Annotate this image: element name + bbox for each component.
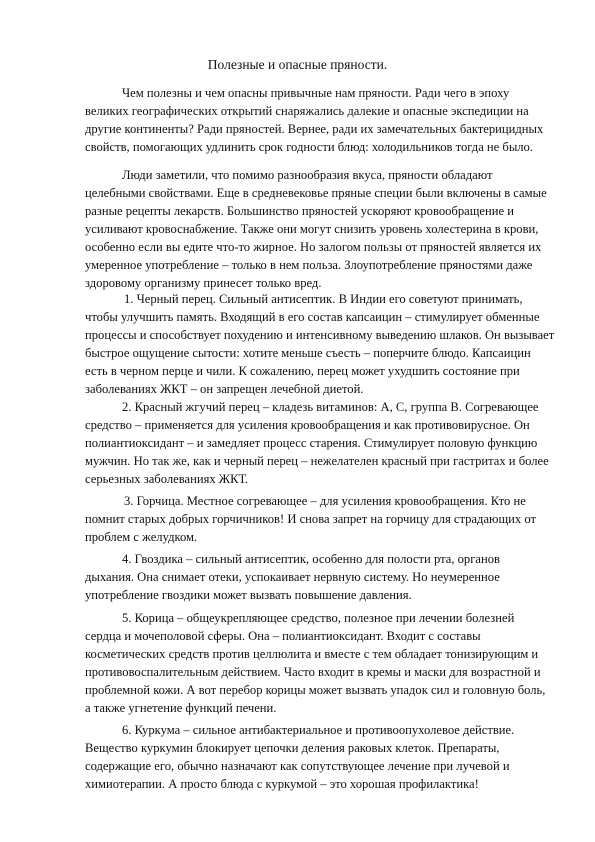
paragraph-item-2-line: серьезных заболеваниях ЖКТ. xyxy=(85,472,249,486)
paragraph-item-1-line: процессы и способствует похудению и интенсивному выведению шлаков. Он вызывает xyxy=(85,328,555,342)
paragraph-item-6-line: химиотерапии. А просто блюда с куркумой – это хорошая профилактика! xyxy=(85,777,479,791)
paragraph-item-5-line: а также угнетение функций печени. xyxy=(85,701,277,715)
paragraph-intro-2-line: усиливают кровоснабжение. Также они могут снизить уровень холестерина в крови, xyxy=(85,222,539,236)
paragraph-item-5-line: косметических средств против целлюлита и вместе с тем обладает тонизирующим и xyxy=(85,647,539,661)
paragraph-item-1-line: 1. Черный перец. Сильный антисептик. В Индии его советуют принимать, xyxy=(124,292,523,306)
document-title: Полезные и опасные пряности. xyxy=(207,57,388,72)
paragraph-item-4-line: дыхания. Она снимает отеки, успокаивает нервную систему. Но неумеренное xyxy=(85,570,500,584)
paragraph-item-4-line: 4. Гвоздика – сильный антисептик, особенно для полости рта, органов xyxy=(122,552,500,566)
paragraph-item-3-line: помнит старых добрых горчичников! И снова запрет на горчицу для страдающих от xyxy=(85,512,536,526)
paragraph-item-5-line: противовоспалительным действием. Часто входит в кремы и маски для возрастной и xyxy=(85,665,541,679)
paragraph-item-5-line: проблемной кожи. А вот перебор корицы может вызвать упадок сил и головную боль, xyxy=(85,683,546,697)
paragraph-item-2-line: 2. Красный жгучий перец – кладезь витаминов: А, С, группа В. Согревающее xyxy=(122,400,539,414)
paragraph-intro-2-line: умеренное употребление – только в нем польза. Злоупотребление пряностями даже xyxy=(85,258,533,272)
paragraph-item-4-line: употребление гвоздики может вызвать повышение давления. xyxy=(85,588,412,602)
paragraph-intro-1-line: Чем полезны и чем опасны привычные нам пряности. Ради чего в эпоху xyxy=(122,86,510,100)
paragraph-item-1-line: заболеваниях ЖКТ – он запрещен лечебной диетой. xyxy=(85,382,364,396)
paragraph-item-3-line: 3. Горчица. Местное согревающее – для усиления кровообращения. Кто не xyxy=(124,494,526,508)
paragraph-intro-2-line: Люди заметили, что помимо разнообразия вкуса, пряности обладают xyxy=(122,168,493,182)
paragraph-intro-2-line: здоровому организму принесет только вред. xyxy=(85,276,322,290)
paragraph-item-6-line: 6. Куркума – сильное антибактериальное и противоопухолевое действие. xyxy=(122,723,515,737)
paragraph-item-2-line: полиантиоксидант – и замедляет процесс старения. Стимулирует половую функцию xyxy=(85,436,538,450)
paragraph-item-1-line: чтобы улучшить память. Входящий в его состав капсаицин – стимулирует обменные xyxy=(85,310,540,324)
paragraph-item-5-line: 5. Корица – общеукрепляющее средство, полезное при лечении болезней xyxy=(122,611,515,625)
paragraph-item-3-line: проблем с желудком. xyxy=(85,530,198,544)
paragraph-item-6-line: Вещество куркумин блокирует цепочки деления раковых клеток. Препараты, xyxy=(85,741,500,755)
paragraph-item-1-line: есть в черном перце и чили. К сожалению, перец может ухудшить состояние при xyxy=(85,364,520,378)
paragraph-item-6-line: содержащие его, обычно назначают как сопутствующее лечение при лучевой и xyxy=(85,759,510,773)
paragraph-item-2-line: мужчин. Но так же, как и черный перец – нежелателен красный при гастритах и более xyxy=(85,454,549,468)
paragraph-intro-1-line: великих географических открытий снаряжались далекие и опасные экспедиции на xyxy=(85,104,529,118)
paragraph-item-5-line: сердца и мочеполовой сферы. Она – полиантиоксидант. Входит с составы xyxy=(85,629,481,643)
paragraph-intro-1-line: свойств, помогающих удлинить срок годности блюд: холодильников тогда не было. xyxy=(85,140,534,154)
paragraph-intro-2-line: разные рецепты лекарств. Большинство пряностей ускоряют кровообращение и xyxy=(85,204,514,218)
paragraph-item-1-line: быстрое ощущение сытости: хотите меньше съесть – поперчите блюдо. Капсаицин xyxy=(85,346,531,360)
paragraph-intro-2-line: целебными свойствами. Еще в средневековье пряные специи были включены в самые xyxy=(85,186,547,200)
paragraph-intro-1-line: другие континенты? Ради пряностей. Вернее, ради их замечательных бактерицидных xyxy=(85,122,544,136)
paragraph-intro-2-line: особенно если вы едите что-то жирное. Но залогом пользы от пряностей является их xyxy=(85,240,542,254)
paragraph-item-2-line: средство – применяется для усиления кровообращения и как противовирусное. Он xyxy=(85,418,530,432)
